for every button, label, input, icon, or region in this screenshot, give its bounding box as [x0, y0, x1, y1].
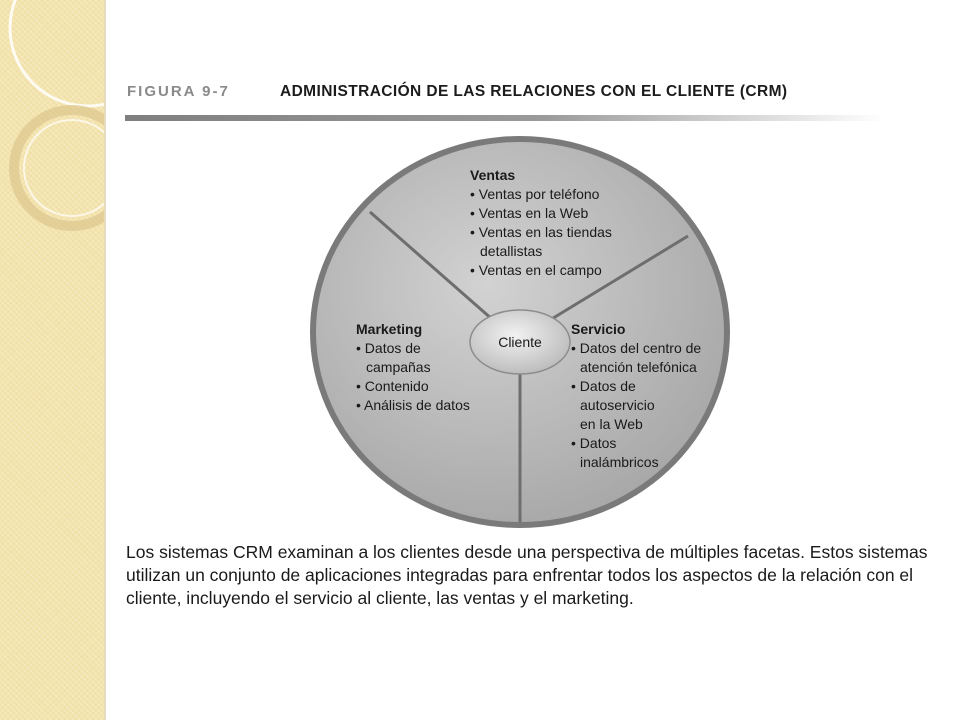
header-rule: [125, 115, 885, 121]
servicio-line: atención telefónica: [580, 359, 697, 375]
servicio-line: en la Web: [580, 416, 643, 432]
marketing-line: campañas: [366, 359, 431, 375]
ventas-line: detallistas: [480, 243, 543, 259]
figure-header: [127, 82, 887, 108]
marketing-line: • Datos de: [356, 340, 421, 356]
figure-caption: [126, 541, 926, 610]
servicio-title: Servicio: [571, 321, 626, 337]
ventas-line: • Ventas en la Web: [470, 205, 589, 221]
ventas-line: • Ventas en las tiendas: [470, 224, 612, 240]
crm-pie-diagram: [300, 130, 740, 535]
decor-ring-medium: [14, 110, 104, 226]
ventas-line: • Ventas en el campo: [470, 262, 602, 278]
figure-title: ADMINISTRACIÓN DE LAS RELACIONES CON EL CLIENTE (CRM): [280, 83, 788, 100]
caption-line: cliente, incluyendo el servicio al cliente, las ventas y el marketing.: [126, 588, 634, 608]
servicio-line: • Datos: [571, 435, 617, 451]
marketing-title: Marketing: [356, 321, 423, 337]
ventas-line: • Ventas por teléfono: [470, 186, 600, 202]
caption-line: utilizan un conjunto de aplicaciones integradas para enfrentar todos los aspectos de la relación con el: [126, 565, 914, 585]
servicio-line: inalámbricos: [580, 454, 659, 470]
marketing-line: • Análisis de datos: [356, 397, 470, 413]
servicio-line: autoservicio: [580, 397, 655, 413]
center-label: Cliente: [498, 334, 542, 350]
decor-ring-large: [10, 0, 104, 106]
decorative-rings: [0, 0, 104, 720]
caption-line: Los sistemas CRM examinan a los clientes desde una perspectiva de múltiples facetas. Estos sistemas: [126, 542, 928, 562]
servicio-line: • Datos del centro de: [571, 340, 702, 356]
decor-ring-inner: [24, 120, 104, 216]
ventas-title: Ventas: [470, 167, 516, 183]
marketing-line: • Contenido: [356, 378, 429, 394]
decorative-side-band: [0, 0, 106, 720]
figure-number: FIGURA 9-7: [127, 83, 230, 100]
servicio-line: • Datos de: [571, 378, 636, 394]
